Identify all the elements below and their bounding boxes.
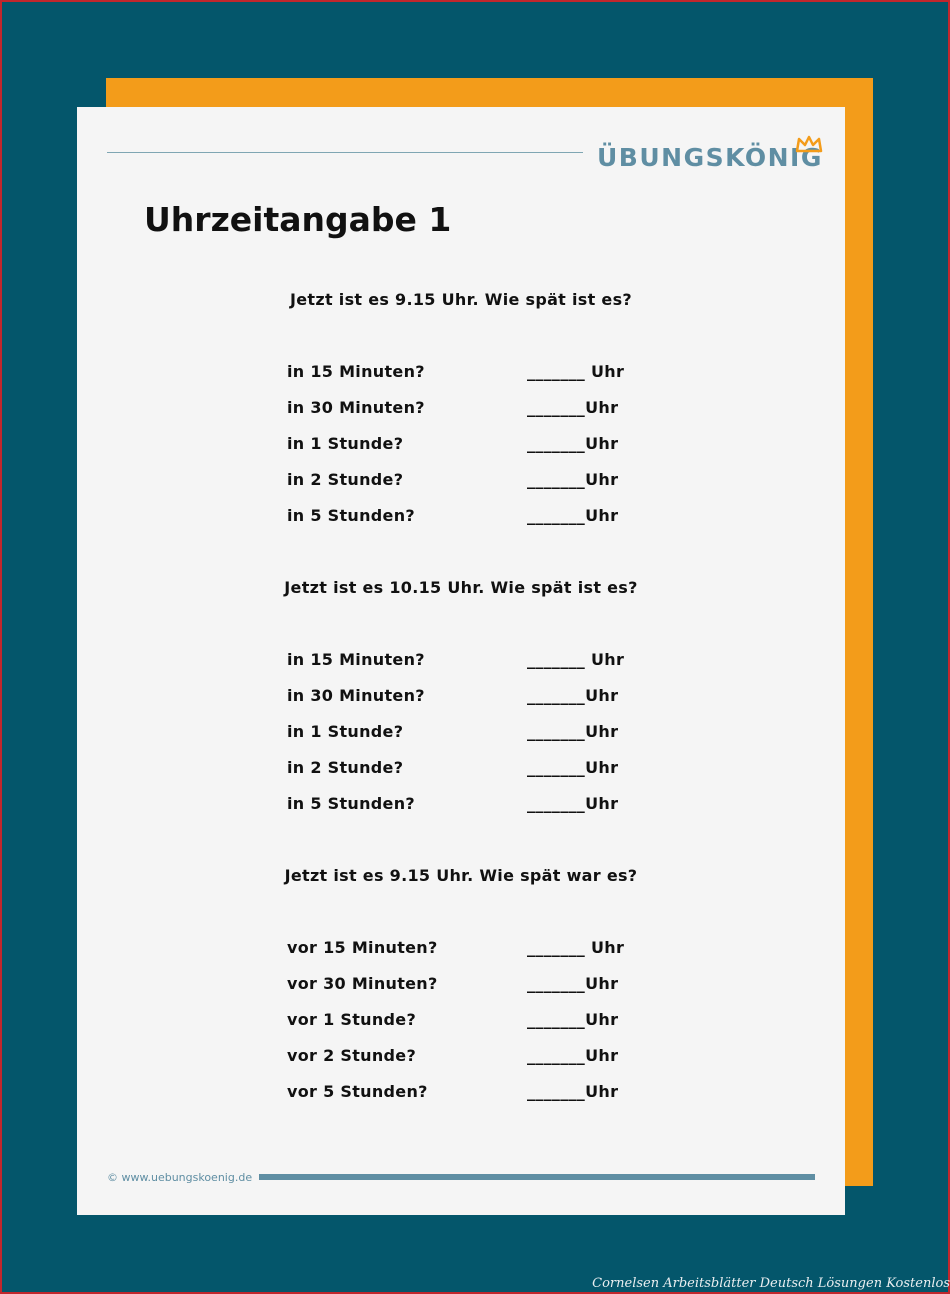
list-item <box>287 434 637 456</box>
question-label: in 5 Stunden? <box>287 794 415 813</box>
list-item <box>287 974 637 996</box>
list-item <box>287 758 637 780</box>
footer-copyright: © www.uebungskoenig.de <box>107 1171 253 1184</box>
answer-blank: _______ Uhr <box>527 650 625 669</box>
answer-blank: _______Uhr <box>527 434 619 453</box>
list-item <box>287 650 637 672</box>
answer-blank: _______Uhr <box>527 506 619 525</box>
list-item <box>287 1046 637 1068</box>
section-3-heading: Jetzt ist es 9.15 Uhr. Wie spät war es? <box>284 866 638 885</box>
answer-blank: _______Uhr <box>527 398 619 417</box>
question-label: in 15 Minuten? <box>287 650 425 669</box>
answer-blank: _______Uhr <box>527 686 619 705</box>
list-item <box>287 794 637 816</box>
header-rule <box>107 152 583 153</box>
answer-blank: _______Uhr <box>527 722 619 741</box>
question-label: in 5 Stunden? <box>287 506 415 525</box>
list-item <box>287 470 637 492</box>
question-label: vor 5 Stunden? <box>287 1082 428 1101</box>
question-label: vor 30 Minuten? <box>287 974 438 993</box>
answer-blank: _______Uhr <box>527 794 619 813</box>
answer-blank: _______Uhr <box>527 974 619 993</box>
list-item <box>287 506 637 528</box>
list-item <box>287 1010 637 1032</box>
answer-blank: _______ Uhr <box>527 362 625 381</box>
question-label: in 30 Minuten? <box>287 398 425 417</box>
footer-bar <box>259 1174 815 1180</box>
list-item <box>287 1082 637 1104</box>
question-label: in 30 Minuten? <box>287 686 425 705</box>
answer-blank: _______Uhr <box>527 1046 619 1065</box>
question-label: in 1 Stunde? <box>287 722 404 741</box>
list-item <box>287 938 637 960</box>
question-label: vor 2 Stunde? <box>287 1046 417 1065</box>
worksheet-title: Uhrzeitangabe 1 <box>144 200 452 239</box>
list-item <box>287 398 637 420</box>
question-label: in 1 Stunde? <box>287 434 404 453</box>
crown-icon <box>795 135 823 153</box>
answer-blank: _______Uhr <box>527 1082 619 1101</box>
answer-blank: _______Uhr <box>527 1010 619 1029</box>
question-label: vor 1 Stunde? <box>287 1010 417 1029</box>
answer-blank: _______Uhr <box>527 758 619 777</box>
question-label: vor 15 Minuten? <box>287 938 438 957</box>
list-item <box>287 362 637 384</box>
list-item <box>287 722 637 744</box>
section-2-heading: Jetzt ist es 10.15 Uhr. Wie spät ist es? <box>284 578 638 597</box>
answer-blank: _______ Uhr <box>527 938 625 957</box>
section-1-heading: Jetzt ist es 9.15 Uhr. Wie spät ist es? <box>290 290 632 309</box>
answer-blank: _______Uhr <box>527 470 619 489</box>
watermark-caption: Cornelsen Arbeitsblätter Deutsch Lösungen Kostenlos <box>592 1276 950 1291</box>
list-item <box>287 686 637 708</box>
question-label: in 15 Minuten? <box>287 362 425 381</box>
question-label: in 2 Stunde? <box>287 758 404 777</box>
brand-logo-text: ÜBUNGSKÖNIG <box>597 143 823 172</box>
worksheet-page <box>77 107 845 1215</box>
question-label: in 2 Stunde? <box>287 470 404 489</box>
